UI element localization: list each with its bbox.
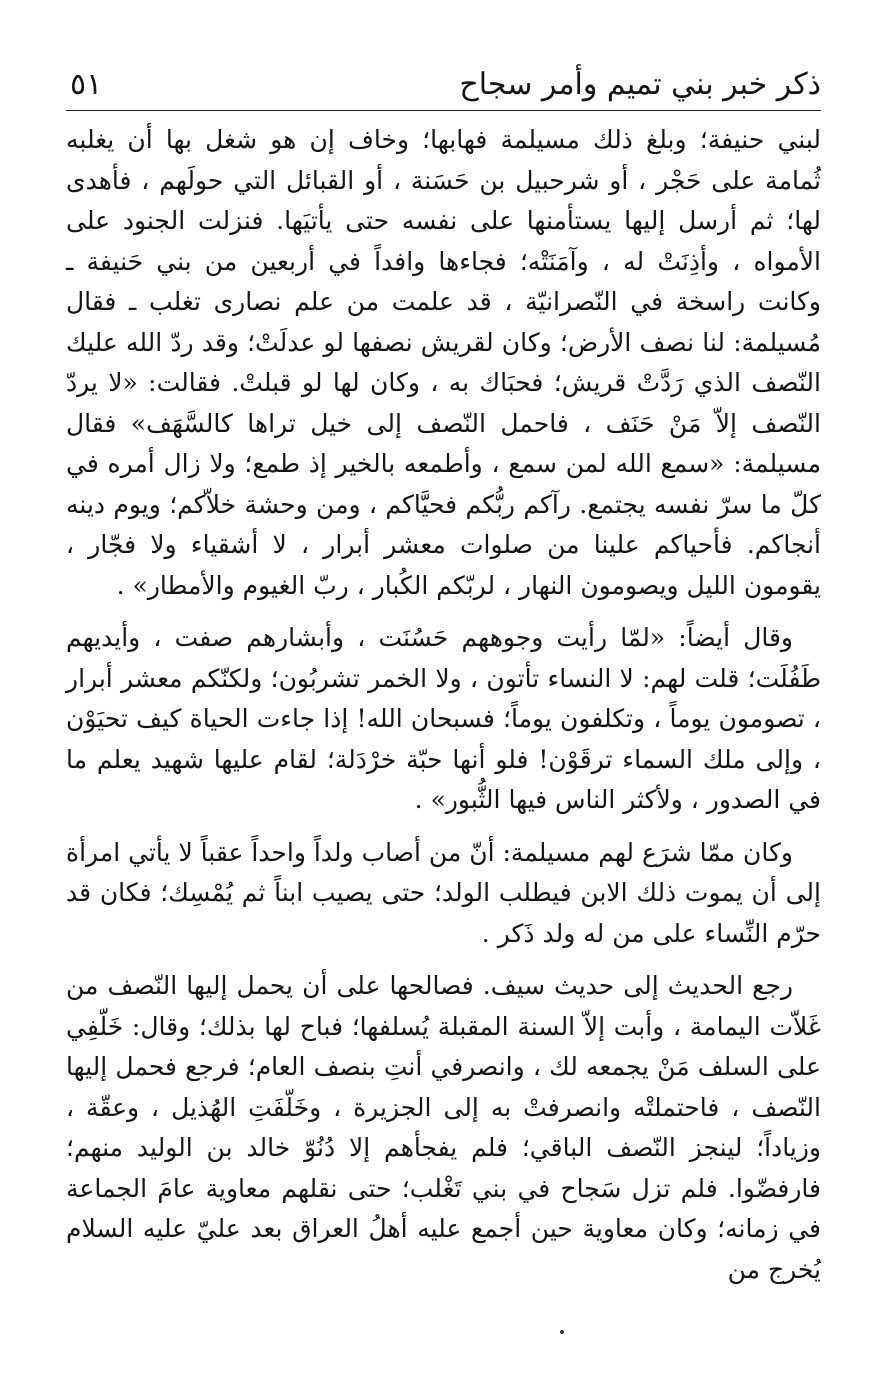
- running-title: ذكر خبر بني تميم وأمر سجاح: [459, 67, 821, 102]
- footer-mark: [560, 1330, 564, 1334]
- page-number: ٥١: [70, 67, 103, 102]
- paragraph-3: وكان ممّا شرَع لهم مسيلمة: أنّ من أصاب ولداً واحداً عقباً لا يأتي امرأة إلى أن يموت ذلك الابن فيطلب الولد؛ حتى يصيب ابناً ثم يُمْسِك؛ فكان قد حرّم النِّساء على من له ولد ذَكر .: [66, 837, 821, 948]
- body-text: [66, 120, 821, 1290]
- paragraph-2: وقال أيضاً: «لمّا رأيت وجوههم حَسُنَت ، وأبشارهم صفت ، وأيديهم طَفُلَت؛ قلت لهم: لا النساء تأتون ، ولا الخمر تشربُون؛ ولكنّكم معشر أبرار ، تصومون يوماً ، وتكلفون يوماً؛ فسبحان الله! إذا جاءت الحياة كيف تحيَوْن ، وإلى ملك السماء ترقَوْن! فلو أنها حبّة خرْدَلة؛ لقام عليها شهيد يعلم ما في الصدور ، ولأكثر الناس فيها الثُّبور» .: [66, 623, 821, 814]
- paragraph-1: لبني حنيفة؛ وبلغ ذلك مسيلمة فهابها؛ وخاف إن هو شغل بها أن يغلبه ثُمامة على حَجْر ، أو شرحبيل بن حَسَنة ، أو القبائل التي حولَهم ، فأهدى لها؛ ثم أرسل إليها يستأمنها على نفسه حتى يأتيَها. فنزلت الجنود على الأمواه ، وأذِنَتْ له ، وآمَنَتْه؛ فجاءها وافداً في أربعين من بني حَنيفة ـ وكانت راسخة في النّصرانيّة ، قد علمت من علم نصارى تغلب ـ فقال مُسيلمة: لنا نصف الأرض؛ وكان لقريش نصفها لو عدلَتْ؛ وقد ردّ الله عليك النّصف الذي رَدَّتْ قريش؛ فحبَاك به ، وكان لها لو قبلتْ. فقالت: «لا يردّ النّصف إلاّ مَنْ حَنَف ، فاحمل النّصف إلى خيل تراها كالسَّهَف» فقال مسيلمة: «سمع الله لمن سمع ، وأطمعه بالخير إذ طمع؛ ولا زال أمره في كلّ ما سرّ نفسه يجتمع. رآكم ربُّكم فحيَّاكم ، ومن وحشة خلاّكم؛ ويوم دينه أنجاكم. فأحياكم علينا من صلوات معشر أبرار ، لا أشقياء ولا فجّار ، يقومون الليل ويصومون النهار ، لربّكم الكُبار ، ربّ الغيوم والأمطار» .: [66, 125, 821, 600]
- page-header: [66, 60, 821, 111]
- paragraph-4: رجع الحديث إلى حديث سيف. فصالحها على أن يحمل إليها النّصف من غَلاّت اليمامة ، وأبت إلاّ السنة المقبلة يُسلفها؛ فباح لها بذلك؛ وقال: خَلّفِي على السلف مَنْ يجمعه لك ، وانصرفي أنتِ بنصف العام؛ فرجع فحمل إليها النّصف ، فاحتملتْه وانصرفتْ به إلى الجزيرة ، وخَلّفَتِ الهُذيل ، وعقّة ، وزياداً؛ لينجز النّصف الباقي؛ فلم يفجأهم إلا دُنُوّ خالد بن الوليد منهم؛ فارفضّوا. فلم تزل سَجاح في بني تَغْلب؛ حتى نقلهم معاوية عامَ الجماعة في زمانه؛ وكان معاوية حين أجمع عليه أهلُ العراق بعد عليّ عليه السلام يُخرج من: [66, 971, 821, 1284]
